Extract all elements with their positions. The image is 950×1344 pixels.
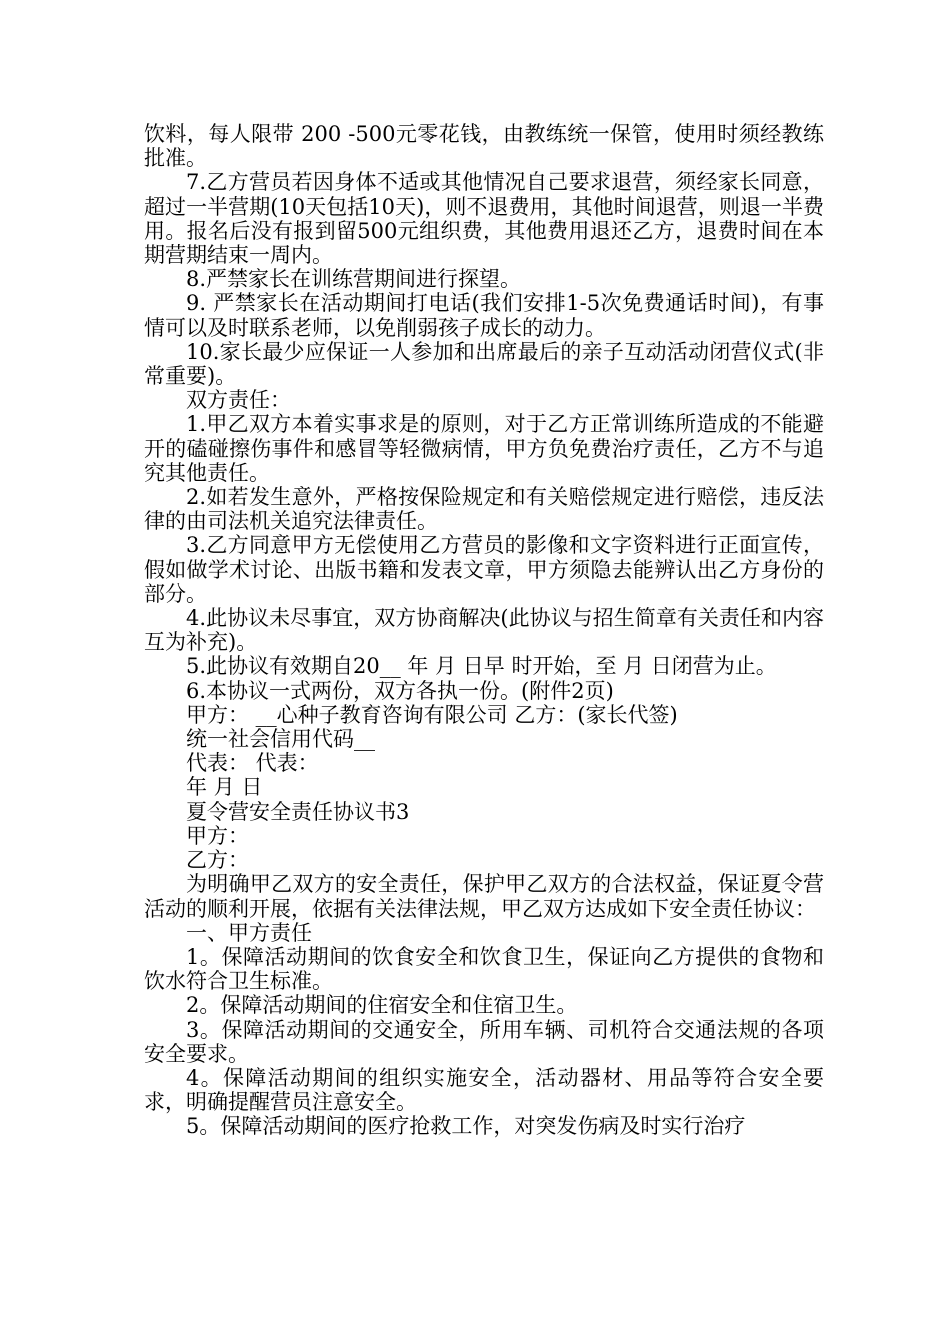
paragraph: 3。保障活动期间的交通安全，所用车辆、司机符合交通法规的各项安全要求。	[144, 1017, 824, 1066]
paragraph: 为明确甲乙双方的安全责任，保护甲乙双方的合法权益，保证夏令营活动的顺利开展，依据有关法律法规，甲乙双方达成如下安全责任协议：	[144, 872, 824, 921]
paragraph: 3.乙方同意甲方无偿使用乙方营员的影像和文字资料进行正面宣传，假如做学术讨论、出版书籍和发表文章，甲方须隐去能辨认出乙方身份的部分。	[144, 533, 824, 606]
section-heading: 一、甲方责任	[186, 920, 312, 945]
section-heading: 双方责任：	[186, 388, 291, 413]
party-a-line: 甲方：	[186, 823, 249, 848]
paragraph: 5.此协议有效期自20__ 年 月 日早 时开始，至 月 日闭营为止。	[186, 654, 777, 679]
paragraph: 饮料，每人限带 200 -500元零花钱，由教练统一保管，使用时须经教练批准。	[144, 122, 824, 171]
paragraph: 8.严禁家长在训练营期间进行探望。	[186, 267, 522, 292]
paragraph: 1。保障活动期间的饮食安全和饮食卫生，保证向乙方提供的食物和饮水符合卫生标准。	[144, 944, 824, 994]
paragraph: 7.乙方营员若因身体不适或其他情况自己要求退营，须经家长同意，超过一半营期(10天包括10天)，则不退费用，其他时间退营，则退一半费用。报名后没有报到留500元组织费，其他费用退还乙方，退费时间在本期营期结束一周内。	[144, 170, 824, 268]
party-b-line: 乙方：	[186, 848, 249, 873]
signature-line: 统一社会信用代码__	[186, 727, 375, 752]
paragraph: 4.此协议未尽事宜，双方协商解决(此协议与招生简章有关责任和内容互为补充)。	[144, 606, 824, 655]
document-body	[144, 122, 824, 1139]
paragraph: 10.家长最少应保证一人参加和出席最后的亲子互动活动闭营仪式(非常重要)。	[144, 339, 824, 389]
signature-line: 甲方： __心种子教育咨询有限公司 乙方：(家长代签)	[186, 702, 678, 727]
paragraph: 9. 严禁家长在活动期间打电话(我们安排1-5次免费通话时间)，有事情可以及时联系老师，以免削弱孩子成长的动力。	[144, 291, 824, 340]
paragraph: 1.甲乙双方本着实事求是的原则，对于乙方正常训练所造成的不能避开的磕碰擦伤事件和感冒等轻微病情，甲方负免费治疗责任，乙方不与追究其他责任。	[144, 412, 824, 485]
paragraph: 4。保障活动期间的组织实施安全，活动器材、用品等符合安全要求，明确提醒营员注意安全。	[144, 1065, 824, 1115]
paragraph: 6.本协议一式两份，双方各执一份。(附件2页)	[186, 678, 614, 703]
date-line: 年 月 日	[186, 775, 263, 800]
paragraph: 2。保障活动期间的住宿安全和住宿卫生。	[186, 993, 578, 1018]
document-title: 夏令营安全责任协议书3	[186, 799, 410, 824]
signature-line: 代表： 代表：	[186, 751, 319, 776]
paragraph: 2.如若发生意外，严格按保险规定和有关赔偿规定进行赔偿，违反法律的由司法机关追究法律责任。	[144, 485, 824, 534]
paragraph: 5。保障活动期间的医疗抢救工作，对突发伤病及时实行治疗	[186, 1114, 746, 1139]
